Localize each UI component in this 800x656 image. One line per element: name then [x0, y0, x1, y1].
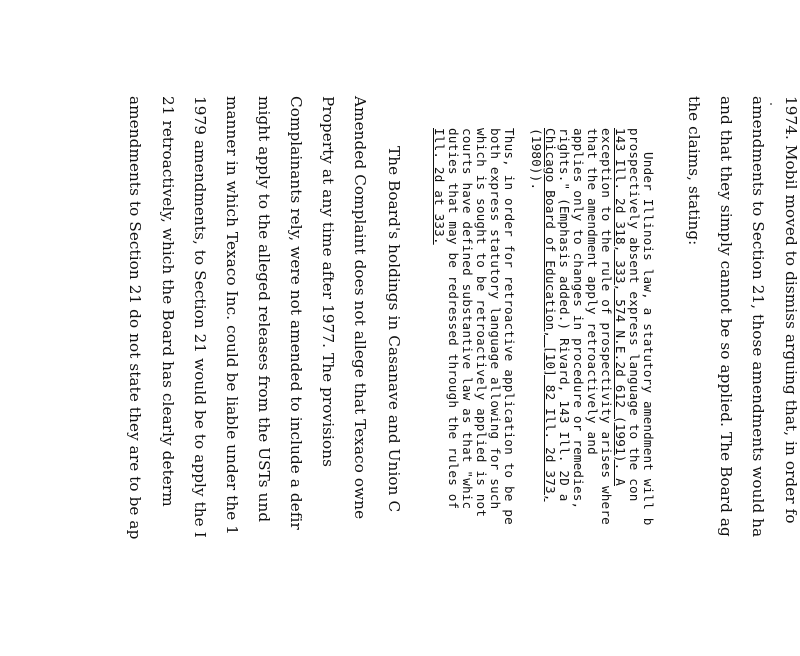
body2-line-2: Amended Complaint does not allege that Texaco owne: [351, 96, 369, 520]
quote2-line-4: courts have defined substantive law as that "whic: [460, 128, 475, 510]
body2-line-7: 1979 amendments, to Section 21 would be to apply the I: [191, 96, 209, 538]
body-line-4: the claims, stating:: [685, 96, 703, 246]
quote1-line-2: prospectively absent express language to the con: [627, 128, 642, 502]
quote1-line-5: that the amendment apply retroactively and: [585, 128, 600, 455]
quote1-line-1: Under Illinois law, a statutory amendment will b: [641, 152, 656, 526]
body-line-3: and that they simply cannot be so applied. The Board ag: [717, 96, 735, 537]
quote2-line-6: Ill. 2d at 333.: [432, 128, 447, 245]
body2-line-1: The Board's holdings in Casanave and Union C: [385, 146, 403, 513]
quote2-line-1: Thus, in order for retroactive application to be pe: [502, 128, 517, 525]
body2-line-8: 21 retroactively, which the Board has clearly determ: [159, 96, 177, 507]
body2-line-6: manner in which Texaco Inc. could be liable under the 1: [223, 96, 241, 536]
body2-line-3: Property at any time after 1977. The provisions: [319, 96, 337, 468]
quote1-line-7: rights." (Emphasis added.) Rivard, 143 Ill. 2D a: [557, 128, 572, 502]
quote1-line-8: Chicago Board of Education, [10] 82 Ill. 2d 373,: [543, 128, 558, 502]
body2-line-4: Complainants rely, were not amended to include a defir: [287, 96, 305, 530]
body2-line-5: might apply to the alleged releases from the USTs und: [255, 96, 273, 523]
quote2-line-2: both express statutory language allowing for such: [488, 128, 503, 510]
quote1-line-4: exception to the rule of prospectivity arises where: [599, 128, 614, 525]
quote1-line-3: 143 Ill. 2d 318, 333, 574 N.E.2d 612 (1991). A: [613, 128, 628, 486]
body-line-2: amendments to Section 21, those amendments would ha: [749, 96, 767, 538]
quote1-line-6: applies only to changes in procedure or remedies,: [571, 128, 586, 510]
quote1-line-9: (1980)).: [529, 128, 544, 191]
quote2-line-3: which is sought to be retroactively applied is not: [474, 128, 489, 518]
rotated-page: [80, 96, 800, 656]
quote2-line-5: duties that may be redressed through the rules of: [446, 128, 461, 510]
body-line-1: 1974. Mobil moved to dismiss arguing that, in order fo: [782, 96, 800, 524]
body2-line-9: amendments to Section 21 do not state they are to be ap: [126, 96, 144, 540]
